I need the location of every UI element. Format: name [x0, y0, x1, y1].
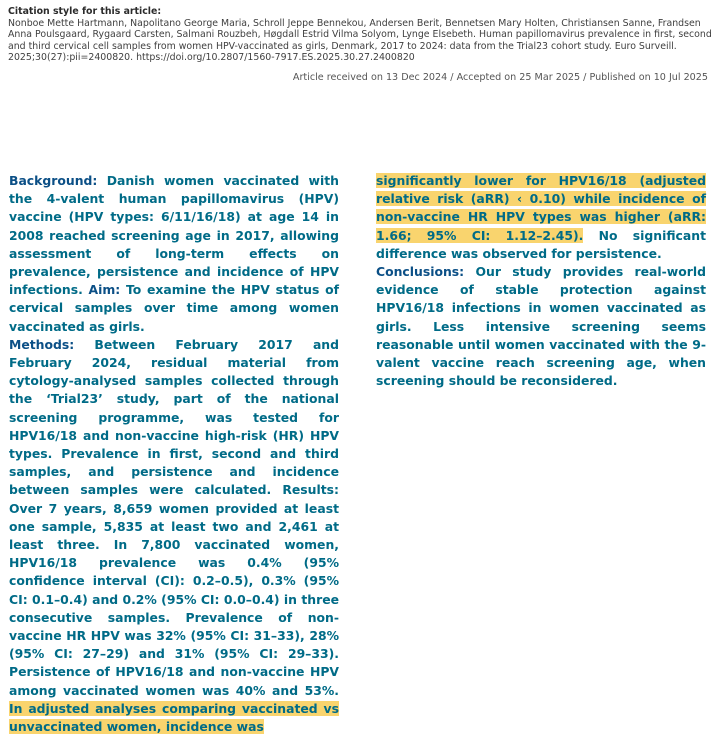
methods-text: Between February 2017 and February 2024, residual material from cytology-analysed samples collected through the ‘Trial23’ study, part of the national screening programme, was tested for HPV16/18 and non-vaccine high-risk (HR) HPV types. Prevalence in first, second and third samples, and persistence and incidence between samples were calculated. Results: Over 7 years, 8,659 women provided at least one sample, 5,835 at least two and 2,461 at least three. In 7,800 vaccinated women, HPV16/18 prevalence was 0.4% (95% confidence interval (CI): 0.2–0.5), 0.3% (95% CI: 0.1–0.4) and 0.2% (95% CI: 0.0–0.4) in three consecutive samples. Prevalence of non-vaccine HR HPV was 32% (95% CI: 31–33), 28% (95% CI: 27–29) and 31% (95% CI: 29–33). Persistence of HPV16/18 and non-vaccine HPV among vaccinated women was 40% and 53%. — [9, 336, 339, 698]
background-text: Danish women vaccinated with the 4-valent human papillomavirus (HPV) vaccine (HPV types: 6/11/16/18) at age 14 in 2008 reached screening age in 2017, allowing assessment of long-term effects on prevalence, persistence and incidence of HPV infections. — [9, 173, 339, 298]
aim-text: To examine the HPV status of cervical samples over time among women vaccinated as girls. — [9, 282, 339, 334]
conclusions-text: Our study provides real-world evidence of stable protection against HPV16/18 infections in women vaccinated as girls. Less intensive screening seems reasonable until women vaccinated with the 9-valent vaccine reach screening age, when screening should be reconsidered. — [376, 264, 706, 389]
citation-text: Nonboe Mette Hartmann, Napolitano George Maria, Schroll Jeppe Bennekou, Andersen Berit, Bennetsen Mary Holten, Christiansen Sanne, Frandsen Anna Poulsgaard, Rygaard Carsten, Salmani Rouzbeh, Høgdall Estrid Vilma Solyom, Lynge Elsebeth. Human papillomavirus prevalence in first, second and third cervical cell samples from women HPV-vaccinated as girls, Denmark, 2017 to 2024: data from the Trial23 cohort study. Euro Surveill. 2025;30(27):pii=2400820. https://doi.org/10.2807/1560-7917.ES.2025.30.27.2400820 — [8, 17, 712, 64]
background-label: Background: — [9, 173, 98, 188]
aim-label: Aim: — [88, 282, 121, 298]
abstract-right-column — [376, 172, 706, 390]
persistence-text: No significant difference was observed for persistence. — [376, 227, 706, 261]
conclusions-label: Conclusions: — [376, 264, 465, 280]
citation-label: Citation style for this article: — [8, 6, 162, 17]
article-dates: Article received on 13 Dec 2024 / Accepted on 25 Mar 2025 / Published on 10 Jul 2025 — [292, 72, 708, 83]
highlighted-text-left: In adjusted analyses comparing vaccinated vs unvaccinated women, incidence was — [9, 700, 339, 735]
abstract-left-column — [9, 172, 339, 736]
citation-block — [8, 6, 712, 64]
methods-label: Methods: — [9, 336, 75, 352]
highlighted-text-right: significantly lower for HPV16/18 (adjusted relative risk (aRR) ‹ 0.10) while incidence of non-vaccine HR HPV types was higher (aRR: 1.66; 95% CI: 1.12–2.45). — [376, 173, 706, 243]
